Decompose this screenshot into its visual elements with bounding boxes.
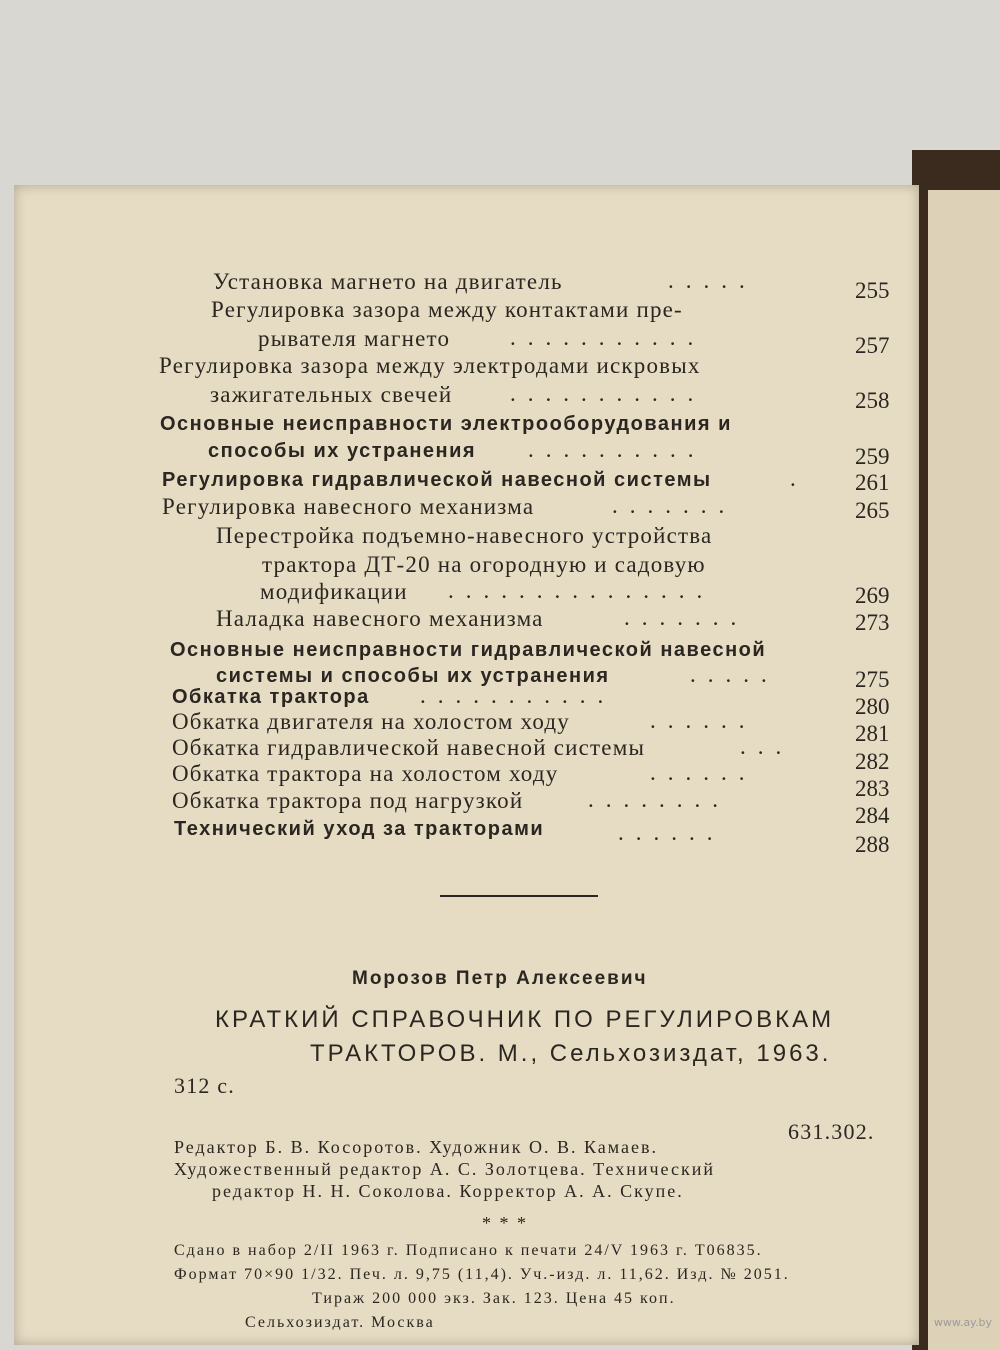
toc-page: 255	[855, 278, 890, 303]
toc-page: 261	[855, 470, 890, 495]
udc-code: 631.302.	[788, 1119, 875, 1144]
print-info: Тираж 200 000 экз. Зак. 123. Цена 45 коп.	[312, 1290, 676, 1307]
toc-page: 282	[855, 749, 890, 774]
divider-rule	[440, 895, 598, 897]
toc-entry: Наладка навесного механизма	[216, 606, 544, 631]
author-name: Морозов Петр Алексеевич	[352, 968, 648, 989]
toc-page: 284	[855, 803, 890, 828]
toc-entry: зажигательных свечей	[210, 382, 453, 407]
toc-entry: Регулировка зазора между электродами искровых	[159, 353, 701, 378]
toc-entry: Технический уход за тракторами	[174, 818, 545, 840]
toc-entry: Обкатка трактора на холостом ходу	[172, 761, 559, 786]
toc-entry: Перестройка подъемно-навесного устройства	[216, 523, 713, 548]
site-watermark: www.ay.by	[933, 1316, 992, 1329]
toc-page: 265	[855, 498, 890, 523]
toc-entry: модификации	[260, 579, 408, 604]
facing-page	[928, 190, 1000, 1350]
book-title-line1: КРАТКИЙ СПРАВОЧНИК ПО РЕГУЛИРОВКАМ	[215, 1006, 835, 1033]
toc-entry: системы и способы их устранения	[216, 665, 610, 687]
toc-entry: Обкатка трактора под нагрузкой	[172, 788, 524, 813]
toc-page: 280	[855, 694, 890, 719]
toc-entry: Основные неисправности гидравлической навесной	[170, 639, 767, 661]
toc-page: 269	[855, 583, 890, 608]
book-title-line2: ТРАКТОРОВ. М., Сельхозиздат, 1963.	[310, 1040, 832, 1067]
toc-entry: Обкатка гидравлической навесной системы	[172, 735, 646, 760]
toc-page: 288	[855, 832, 890, 857]
toc-entry: Установка магнето на двигатель	[213, 269, 563, 294]
toc-entry: трактора ДТ-20 на огородную и садовую	[262, 552, 706, 577]
toc-page: 273	[855, 610, 890, 635]
editors-line: редактор Н. Н. Соколова. Корректор А. А. Скупе.	[212, 1181, 684, 1201]
editors-line: Редактор Б. В. Косоротов. Художник О. В. Камаев.	[174, 1137, 659, 1157]
toc-entry: Основные неисправности электрооборудования и	[160, 413, 732, 435]
toc-entry: способы их устранения	[208, 440, 477, 462]
toc-entry: Обкатка трактора	[172, 686, 370, 708]
toc-page: 258	[855, 388, 890, 413]
toc-entry: Регулировка навесного механизма	[162, 494, 535, 519]
print-info: Сдано в набор 2/II 1963 г. Подписано к печати 24/V 1963 г. Т06835.	[174, 1242, 763, 1259]
toc-entry: Обкатка двигателя на холостом ходу	[172, 709, 570, 734]
page-count: 312 с.	[174, 1073, 235, 1098]
toc-entry: рывателя магнето	[258, 326, 451, 351]
toc-page: 259	[855, 444, 890, 469]
toc-entry: Регулировка зазора между контактами пре-	[211, 297, 683, 322]
toc-page: 283	[855, 776, 890, 801]
print-info: Сельхозиздат. Москва	[245, 1314, 435, 1331]
toc-page: 275	[855, 667, 890, 692]
print-info: Формат 70×90 1/32. Печ. л. 9,75 (11,4). Уч.-изд. л. 11,62. Изд. № 2051.	[174, 1266, 790, 1283]
toc-page: 257	[855, 333, 890, 358]
editors-line: Художественный редактор А. С. Золотцева. Технический	[174, 1159, 715, 1179]
toc-page: 281	[855, 721, 890, 746]
toc-entry: Регулировка гидравлической навесной системы	[162, 469, 712, 491]
separator-stars: * * *	[482, 1213, 528, 1233]
